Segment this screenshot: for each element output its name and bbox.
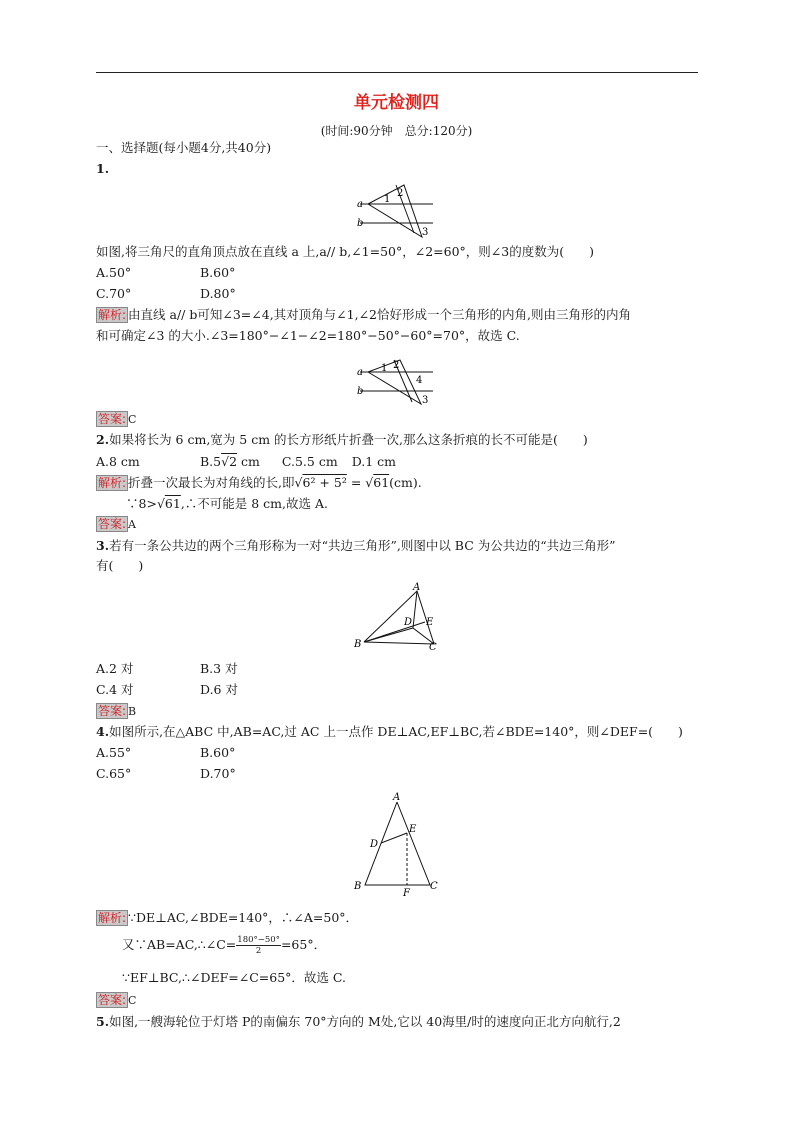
q1-option-b[interactable]: B.60°: [200, 265, 236, 280]
q3-label-b: B: [354, 639, 362, 650]
q1-analysis-text-1: 由直线 a// b可知∠3=∠4,其对顶角与∠1,∠2恰好形成一个三角形的内角,则由三角形的内角: [128, 307, 631, 322]
svg-text:1: 1: [381, 363, 388, 374]
q2-analysis-tag: 解析:: [98, 476, 127, 490]
q1-answer: [96, 410, 136, 429]
q3-label-d: D: [404, 617, 413, 628]
q2-answer: [96, 515, 136, 534]
q3-stem-1: 3.若有一条公共边的两个三角形称为一对“共边三角形”,则图中以 BC 为公共边的“共边三角形”: [96, 538, 616, 553]
q4-number: 4.: [96, 724, 110, 739]
q2-stem-line: [96, 431, 588, 449]
q2-option-a[interactable]: A.8 cm: [96, 454, 140, 469]
page-title: 单元检测四: [354, 93, 439, 113]
q4-analysis-3: ∵EF⊥BC,∴∠DEF=∠C=65°．故选 C.: [122, 970, 346, 985]
q4-label-b: B: [354, 881, 362, 892]
q2-stem: 如果将长为 6 cm,宽为 5 cm 的长方形纸片折叠一次,那么这条折痕的长不可能是( ): [109, 432, 588, 447]
q2-number: 2.: [96, 432, 110, 447]
q4-analysis-tag: 解析:: [98, 911, 127, 925]
q1-stem: 如图,将三角尺的直角顶点放在直线 a 上,a// b,∠1=50°，∠2=60°，则∠3的度数为( ): [96, 244, 594, 259]
q3-label-a: A: [413, 582, 421, 593]
q4-frac-num: 180°−50°: [237, 935, 280, 945]
q2-analysis-1: 解析: 折叠一次最长为对角线的长,即√6² + 5² = √61(cm).: [98, 475, 422, 490]
q3-answer-tag: 答案:: [98, 704, 127, 718]
q3-option-a[interactable]: A.2 对: [96, 661, 134, 676]
q1-figure: [355, 180, 435, 238]
q3-label-e: E: [426, 617, 434, 628]
q4-answer-value: C: [128, 994, 137, 1007]
q1-options-row1: [96, 264, 235, 282]
q4-answer-tag: 答案:: [98, 993, 127, 1007]
svg-text:2: 2: [393, 360, 400, 371]
q4-options-row1: [96, 744, 235, 762]
section-heading: 一、选择题(每小题4分,共40分): [96, 140, 272, 155]
q1-option-d[interactable]: D.80°: [200, 286, 236, 301]
q4-label-c: C: [430, 881, 438, 892]
q1-analysis-tag: 解析:: [98, 308, 127, 322]
q3-options-row1: [96, 660, 238, 678]
q3-option-d[interactable]: D.6 对: [200, 682, 238, 697]
q4-stem: 如图所示,在△ABC 中,AB=AC,过 AC 上一点作 DE⊥AC,EF⊥BC,若∠BDE=140°，则∠DEF=( ): [109, 724, 683, 739]
q3-option-c[interactable]: C.4 对: [96, 682, 134, 697]
q4-option-b[interactable]: B.60°: [200, 745, 236, 760]
svg-text:3: 3: [422, 395, 429, 406]
q1-label-2: 2: [397, 188, 404, 199]
q4-stem-line: [96, 723, 683, 741]
q1-option-c[interactable]: C.70°: [96, 286, 132, 301]
q3-segment-be: [364, 622, 425, 642]
q5-stem: 如图,一艘海轮位于灯塔 P的南偏东 70°方向的 M处,它以 40海里/时的速度向正北方向航行,2: [109, 1014, 621, 1029]
q4-label-e: E: [409, 824, 417, 835]
q1-label-1: 1: [384, 194, 391, 205]
exam-meta: (时间:90分钟 总分:120分): [320, 124, 473, 138]
q4-option-c[interactable]: C.65°: [96, 766, 132, 781]
q1-options-row2: [96, 285, 236, 303]
q1-option-a[interactable]: A.50°: [96, 265, 132, 280]
q3-segment-ad: [413, 591, 417, 628]
q1-triangle: [368, 185, 422, 237]
q1-answer-value: C: [128, 413, 137, 426]
q1-analysis-1: [96, 306, 631, 324]
q3-options-row2: [96, 681, 238, 699]
q4-figure: [350, 790, 445, 898]
q1-label-a: a: [357, 199, 363, 210]
q4-analysis-2: 又∵AB=AC,∴∠C= $\frac{180^\circ-50^\circ}{2}$ =65°．: [122, 935, 327, 956]
q4-option-a[interactable]: A.55°: [96, 745, 132, 760]
q3-stem-2: 有( ): [96, 558, 144, 573]
q2-answer-tag: 答案:: [98, 517, 127, 531]
q1-analysis-figure: [355, 358, 435, 406]
q5-stem-line: [96, 1013, 621, 1031]
q3-answer: [96, 702, 136, 721]
q1-label-3: 3: [422, 227, 429, 238]
q3-option-b[interactable]: B.3 对: [200, 661, 238, 676]
q5-number: 5.: [96, 1014, 110, 1029]
svg-text:4: 4: [416, 375, 423, 386]
q3-figure: [350, 580, 450, 652]
q1-answer-tag: 答案:: [98, 412, 127, 426]
q4-answer: [96, 991, 136, 1010]
svg-text:a: a: [357, 367, 363, 378]
q3-answer-value: B: [128, 705, 137, 718]
q4-label-a: A: [393, 792, 401, 803]
q1-label-b: b: [357, 218, 364, 229]
q2-analysis-2: ∵8>√61,∴不可能是 8 cm,故选 A.: [126, 496, 328, 511]
q3-label-c: C: [429, 642, 437, 652]
q1-number: 1.: [96, 161, 110, 176]
q4-label-f: F: [403, 888, 410, 898]
q4-option-d[interactable]: D.70°: [200, 766, 236, 781]
q4-frac-den: 2: [255, 946, 262, 956]
q2-option-b[interactable]: B.5√2 cm: [200, 454, 260, 469]
q4-label-d: D: [370, 839, 379, 850]
q4-options-row2: [96, 765, 236, 783]
q3-number: 3.: [96, 538, 110, 553]
q2-option-c[interactable]: C.5.5 cm: [281, 454, 338, 469]
header-rule: [96, 72, 698, 73]
svg-text:b: b: [357, 386, 364, 397]
q2-answer-value: A: [128, 518, 136, 531]
q4-analysis-1: 解析: ∵DE⊥AC,∠BDE=140°，∴∠A=50°．: [98, 910, 359, 925]
q1-analysis-2: 和可确定∠3 的大小.∠3=180°−∠1−∠2=180°−50°−60°=70°，故选 C.: [96, 328, 520, 343]
q2-option-d[interactable]: D.1 cm: [351, 454, 397, 469]
q2-options: [96, 453, 396, 471]
